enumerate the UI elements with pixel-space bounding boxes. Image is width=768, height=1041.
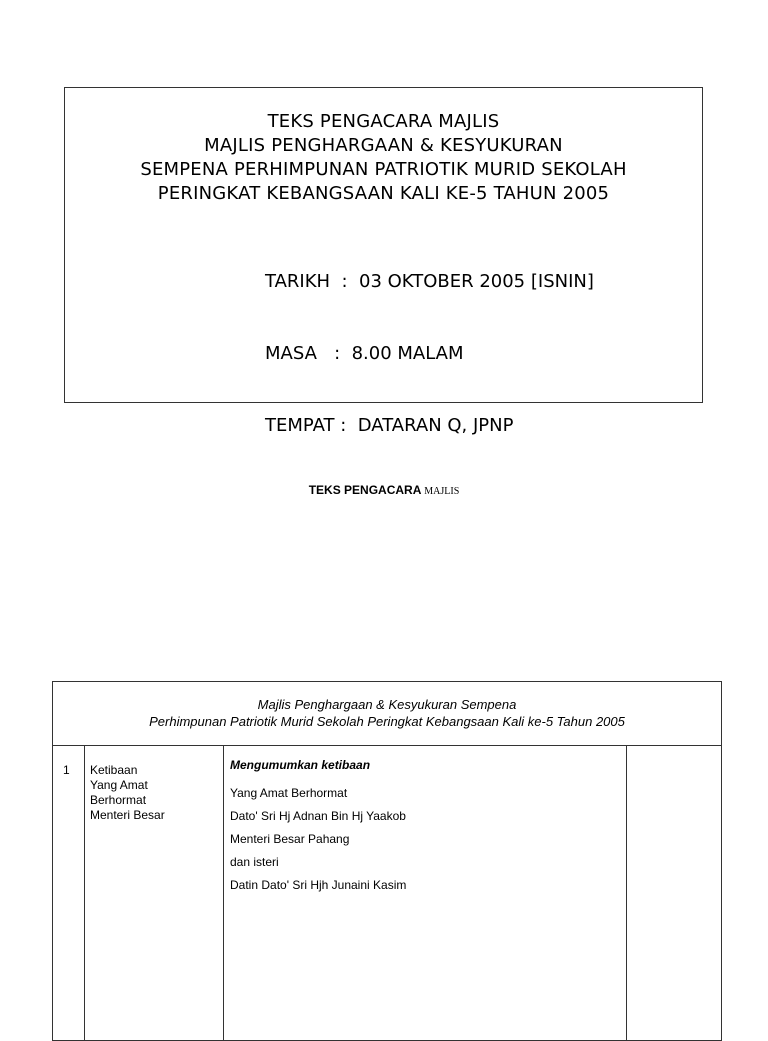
column-divider [84,745,85,1040]
cover-title [65,110,702,206]
event-date: TARIKH : 03 OKTOBER 2005 [ISNIN] [265,271,594,292]
cover-title-line: TEKS PENGACARA MAJLIS [267,111,500,132]
table-header-line: Perhimpunan Patriotik Murid Sekolah Peringkat Kebangsaan Kali ke-5 Tahun 2005 [149,714,625,729]
section-title [0,483,768,497]
column-divider [626,745,627,1040]
row-content-heading: Mengumumkan ketibaan [230,758,371,772]
row-number: 1 [63,763,70,777]
section-title-main: TEKS PENGACARA [308,483,425,497]
row-content-line: Dato' Sri Hj Adnan Bin Hj Yaakob [230,809,406,823]
event-venue: TEMPAT : DATARAN Q, JPNP [265,415,514,436]
cover-title-line: MAJLIS PENGHARGAAN & KESYUKURAN [204,135,563,156]
programme-table [52,681,722,1041]
cover-title-line: SEMPENA PERHIMPUNAN PATRIOTIK MURID SEKOLAH [140,159,627,180]
row-content-line: Yang Amat Berhormat [230,786,348,800]
cover-title-line: PERINGKAT KEBANGSAAN KALI KE-5 TAHUN 2005 [157,183,610,204]
table-header [53,682,721,746]
table-header-line: Majlis Penghargaan & Kesyukuran Sempena [257,697,517,712]
row-label-line: Yang Amat [90,778,148,792]
section-title-small: MAJLIS [424,486,460,497]
row-label-line: Ketibaan [90,763,138,777]
event-details [265,222,594,486]
row-label [90,763,165,823]
row-label-line: Menteri Besar [90,808,165,822]
row-content-line: dan isteri [230,855,279,869]
row-label-line: Berhormat [90,793,147,807]
cover-box [64,87,703,436]
event-time: MASA : 8.00 MALAM [265,343,464,364]
row-content-line: Datin Dato' Sri Hjh Junaini Kasim [230,878,407,892]
row-content [230,758,406,897]
row-content-line: Menteri Besar Pahang [230,832,350,846]
column-divider [223,745,224,1040]
